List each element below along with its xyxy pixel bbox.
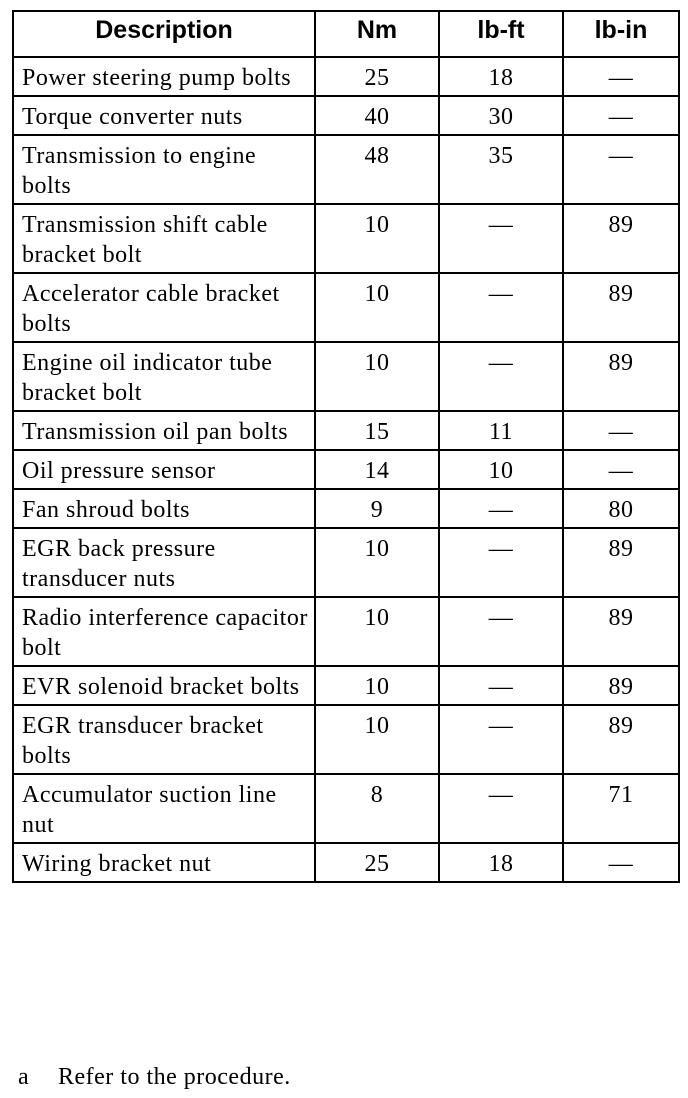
cell-description: Fan shroud bolts xyxy=(13,489,315,528)
cell-nm: 10 xyxy=(315,705,439,774)
cell-nm: 48 xyxy=(315,135,439,204)
cell-lb-ft: — xyxy=(439,273,563,342)
table-row xyxy=(13,135,679,204)
cell-description: EGR back pressure transducer nuts xyxy=(13,528,315,597)
cell-nm: 10 xyxy=(315,597,439,666)
cell-lb-ft: — xyxy=(439,705,563,774)
footnote xyxy=(18,1064,291,1091)
cell-nm: 40 xyxy=(315,96,439,135)
cell-nm: 25 xyxy=(315,843,439,882)
header-lb-in: lb-in xyxy=(563,11,679,57)
cell-lb-ft: 30 xyxy=(439,96,563,135)
table-row xyxy=(13,528,679,597)
cell-nm: 10 xyxy=(315,342,439,411)
table-row xyxy=(13,411,679,450)
cell-description: Torque converter nuts xyxy=(13,96,315,135)
cell-description: Accelerator cable bracket bolts xyxy=(13,273,315,342)
cell-lb-in: — xyxy=(563,450,679,489)
cell-nm: 25 xyxy=(315,57,439,96)
cell-lb-in: — xyxy=(563,843,679,882)
cell-lb-ft: — xyxy=(439,528,563,597)
cell-lb-in: 89 xyxy=(563,528,679,597)
cell-lb-in: — xyxy=(563,135,679,204)
cell-lb-in: 89 xyxy=(563,666,679,705)
table-row xyxy=(13,666,679,705)
cell-lb-in: 89 xyxy=(563,705,679,774)
cell-lb-in: 89 xyxy=(563,597,679,666)
cell-lb-ft: — xyxy=(439,666,563,705)
table-row xyxy=(13,273,679,342)
cell-description: EGR transducer bracket bolts xyxy=(13,705,315,774)
table-row xyxy=(13,705,679,774)
cell-lb-in: 89 xyxy=(563,204,679,273)
table-row xyxy=(13,843,679,882)
table-row xyxy=(13,204,679,273)
cell-nm: 10 xyxy=(315,273,439,342)
table-row xyxy=(13,489,679,528)
table-header-row xyxy=(13,11,679,57)
cell-nm: 8 xyxy=(315,774,439,843)
footnote-text: Refer to the procedure. xyxy=(58,1064,291,1090)
cell-nm: 10 xyxy=(315,528,439,597)
torque-specifications xyxy=(12,10,678,883)
cell-description: EVR solenoid bracket bolts xyxy=(13,666,315,705)
cell-lb-in: 71 xyxy=(563,774,679,843)
cell-description: Accumulator suction line nut xyxy=(13,774,315,843)
table-row xyxy=(13,774,679,843)
table-row xyxy=(13,450,679,489)
cell-lb-ft: — xyxy=(439,204,563,273)
header-nm: Nm xyxy=(315,11,439,57)
cell-lb-ft: — xyxy=(439,489,563,528)
cell-lb-ft: 35 xyxy=(439,135,563,204)
cell-lb-in: — xyxy=(563,57,679,96)
cell-lb-in: 89 xyxy=(563,342,679,411)
torque-table xyxy=(12,10,680,883)
table-row xyxy=(13,342,679,411)
cell-lb-ft: — xyxy=(439,774,563,843)
cell-lb-in: 89 xyxy=(563,273,679,342)
cell-description: Wiring bracket nut xyxy=(13,843,315,882)
cell-description: Radio interference capacitor bolt xyxy=(13,597,315,666)
cell-description: Transmission shift cable bracket bolt xyxy=(13,204,315,273)
cell-description: Transmission to engine bolts xyxy=(13,135,315,204)
cell-nm: 14 xyxy=(315,450,439,489)
cell-nm: 10 xyxy=(315,666,439,705)
cell-lb-ft: — xyxy=(439,597,563,666)
cell-description: Engine oil indicator tube bracket bolt xyxy=(13,342,315,411)
cell-lb-ft: 11 xyxy=(439,411,563,450)
cell-nm: 10 xyxy=(315,204,439,273)
table-row xyxy=(13,96,679,135)
cell-lb-in: 80 xyxy=(563,489,679,528)
footnote-mark: a xyxy=(18,1064,30,1090)
cell-lb-ft: 18 xyxy=(439,843,563,882)
cell-nm: 15 xyxy=(315,411,439,450)
header-description: Description xyxy=(13,11,315,57)
cell-lb-ft: — xyxy=(439,342,563,411)
cell-lb-in: — xyxy=(563,411,679,450)
table-row xyxy=(13,57,679,96)
cell-description: Oil pressure sensor xyxy=(13,450,315,489)
cell-description: Power steering pump bolts xyxy=(13,57,315,96)
cell-description: Transmission oil pan bolts xyxy=(13,411,315,450)
header-lb-ft: lb-ft xyxy=(439,11,563,57)
table-row xyxy=(13,597,679,666)
cell-lb-ft: 18 xyxy=(439,57,563,96)
cell-lb-in: — xyxy=(563,96,679,135)
cell-lb-ft: 10 xyxy=(439,450,563,489)
cell-nm: 9 xyxy=(315,489,439,528)
